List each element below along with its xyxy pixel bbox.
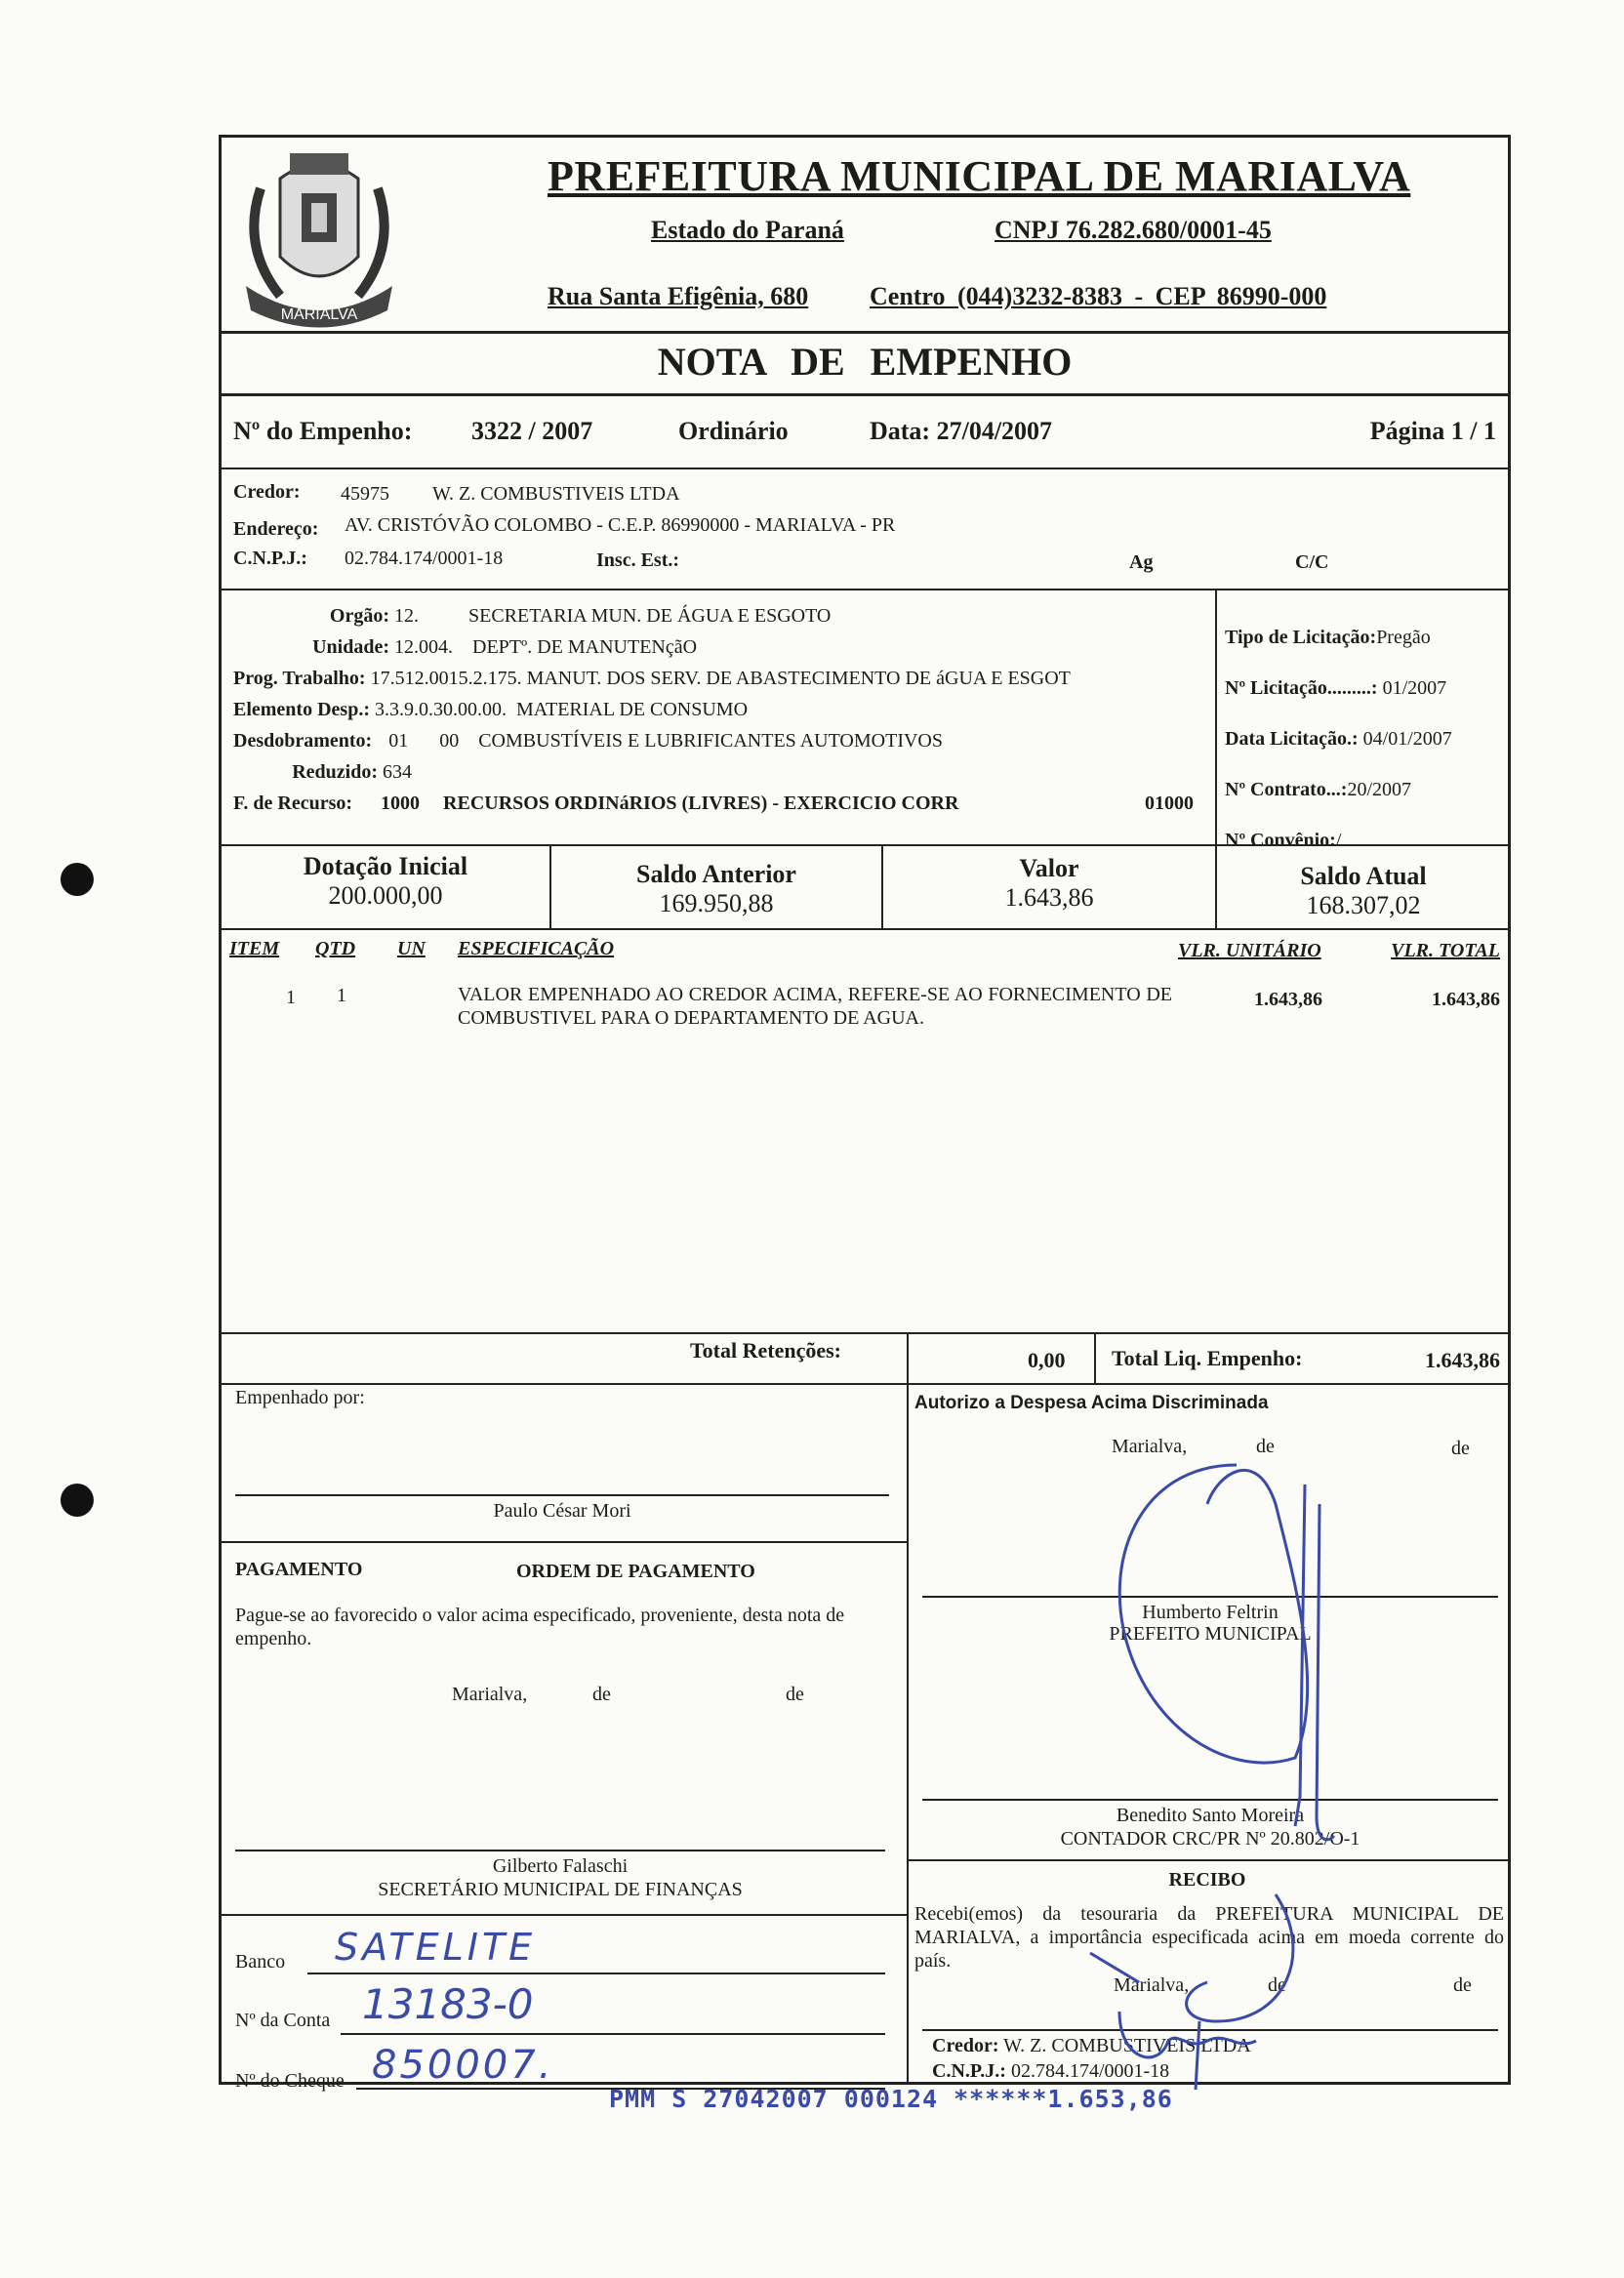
pag-de1: de [592,1684,611,1705]
autorizo-de2: de [1451,1438,1470,1459]
contador-name: Benedito Santo Moreira [1116,1805,1305,1826]
nota-empenho-form [219,135,1511,2092]
credor-label: Credor: [233,481,301,503]
autorizo-place: Marialva, [1112,1436,1188,1457]
prefeito-signature [1100,1445,1354,1933]
conta-label: Nº da Conta [235,2010,331,2031]
cheque-value[interactable]: 850007. [372,2043,554,2088]
credor-address: AV. CRISTÓVÃO COLOMBO - C.E.P. 86990000 - MARIALVA - PR [345,514,896,536]
dotacao-inicial: Dotação Inicial 200.000,00 [303,852,468,910]
item-number: 1 [286,987,296,1008]
pagamento-text: Pague-se ao favorecido o valor acima especificado, proveniente, desta nota de empenho. [235,1605,845,1649]
endereco-label: Endereço: [233,518,319,540]
col-qtd: QTD [315,938,356,959]
recibo-place: Marialva, [1114,1974,1190,1996]
valor: Valor 1.643,86 [1004,854,1094,912]
prefeito-name: Humberto Feltrin [1142,1602,1279,1623]
col-vlr-total: VLR. TOTAL [1391,940,1500,961]
prefeito-title: PREFEITO MUNICIPAL [1109,1623,1312,1645]
secretario-title: SECRETÁRIO MUNICIPAL DE FINANÇAS [378,1879,743,1900]
cc-label: C/C [1295,551,1329,573]
secretario-name: Gilberto Falaschi [492,1855,629,1877]
col-item: ITEM [229,938,280,959]
state-label: Estado do Paraná [651,216,844,244]
recibo-text: Recebi(emos) da tesouraria da PREFEITURA MUNICIPAL DE MARIALVA, a importância especificada acima em moeda corrente do país. [914,1903,1504,1972]
saldo-atual: Saldo Atual 168.307,02 [1300,862,1427,919]
budget-info: Orgão: 12. SECRETARIA MUN. DE ÁGUA E ESGOTO Unidade: 12.004. DEPTº. DE MANUTENçãO Prog. Trabalho: 17.512.0015.2.175. MANUT. DOS SERV. DE ABASTECIMENTO DE áGUA E ESGOT Elemento Desp.: 3.3.9.0.30.00.00. MATERIAL DE CONSUMO Desdobramento: 01 00 COMBUSTÍVEIS E LUBRIFICANTES AUTOMOTIVOS Reduzido: 634 F. de Recurso: 1000 RECURSOS ORDINáRIOS (LIVRES) - EXERCICIO CORR 01000 [233,605,1194,814]
pagamento-label: PAGAMENTO [235,1559,363,1580]
licitacao-info: Tipo de Licitação:Pregão Nº Licitação.........: 01/2007 Data Licitação.: 04/01/2007 Nº Contrato...:20/2007 Nº Convênio:/ [1225,627,1452,851]
municipal-crest [231,140,407,335]
cheque-label: Nº do Cheque [235,2070,345,2092]
punch-hole-bottom [61,1484,94,1517]
contador-title: CONTADOR CRC/PR Nº 20.802/O-1 [1060,1828,1360,1850]
recibo-de2: de [1453,1974,1472,1996]
recibo-label: RECIBO [1168,1869,1246,1891]
pag-place: Marialva, [452,1684,528,1705]
credor-name: W. Z. COMBUSTIVEIS LTDA [432,483,680,505]
address-rest: Centro (044)3232-8383 - CEP 86990-000 [870,282,1327,310]
col-vlr-unitario: VLR. UNITÁRIO [1178,940,1321,961]
credor-cnpj: 02.784.174/0001-18 [345,548,504,569]
credor-signature [1061,1885,1315,2099]
crest-text: MARIALVA [280,306,358,323]
credor-code: 45975 [341,483,389,505]
municipality-title: PREFEITURA MUNICIPAL DE MARIALVA [548,152,1411,200]
total-retencoes-value: 0,00 [1028,1348,1066,1372]
saldo-anterior: Saldo Anterior 169.950,88 [636,860,796,917]
total-liq-label: Total Liq. Empenho: [1112,1346,1303,1370]
autorizo-de1: de [1256,1436,1275,1457]
item-total-value: 1.643,86 [1432,989,1500,1010]
punch-hole-top [61,863,94,896]
pag-de2: de [786,1684,804,1705]
ag-label: Ag [1129,551,1154,573]
ordem-pagamento-label: ORDEM DE PAGAMENTO [516,1561,755,1582]
col-especificacao: ESPECIFICAÇÃO [458,938,615,959]
doc-title: NOTA DE EMPENHO [657,340,1073,384]
autorizo-label: Autorizo a Despesa Acima Discriminada [914,1393,1269,1413]
item-spec: VALOR EMPENHADO AO CREDOR ACIMA, REFERE-SE AO FORNECIMENTO DE COMBUSTIVEL PARA O DEPARTAMENTO DE AGUA. [458,984,1172,1029]
conta-value[interactable]: 13183-0 [362,1980,534,2028]
total-liq-value: 1.643,86 [1425,1348,1500,1372]
empenhado-por-name: Paulo César Mori [493,1500,631,1522]
recibo-cnpj: C.N.P.J.: 02.784.174/0001-18 [932,2060,1170,2082]
item-qtd: 1 [337,985,346,1006]
col-un: UN [397,938,426,959]
empenho-date: Data: 27/04/2007 [870,417,1053,445]
total-retencoes-label: Total Retenções: [690,1338,841,1363]
empenho-type: Ordinário [678,417,789,445]
recibo-credor: Credor: W. Z. COMBUSTIVEIS LTDA [932,2035,1251,2056]
insc-est-label: Insc. Est.: [596,549,680,571]
empenho-number: 3322 / 2007 [471,417,593,445]
banco-value[interactable]: SATELITE [335,1926,537,1969]
banco-label: Banco [235,1951,286,1973]
empenhado-por-label: Empenhado por: [235,1387,365,1408]
street-address: Rua Santa Efigênia, 680 [548,282,809,310]
mechanical-stamp: PMM S 27042007 000124 ******1.653,86 [609,2085,1173,2113]
page-number: Página 1 / 1 [1369,417,1496,445]
item-unit-value: 1.643,86 [1254,989,1322,1010]
credor-cnpj-label: C.N.P.J.: [233,548,307,569]
recibo-de1: de [1268,1974,1286,1996]
empenho-label: Nº do Empenho: [233,417,413,445]
cnpj-header: CNPJ 76.282.680/0001-45 [995,216,1272,244]
